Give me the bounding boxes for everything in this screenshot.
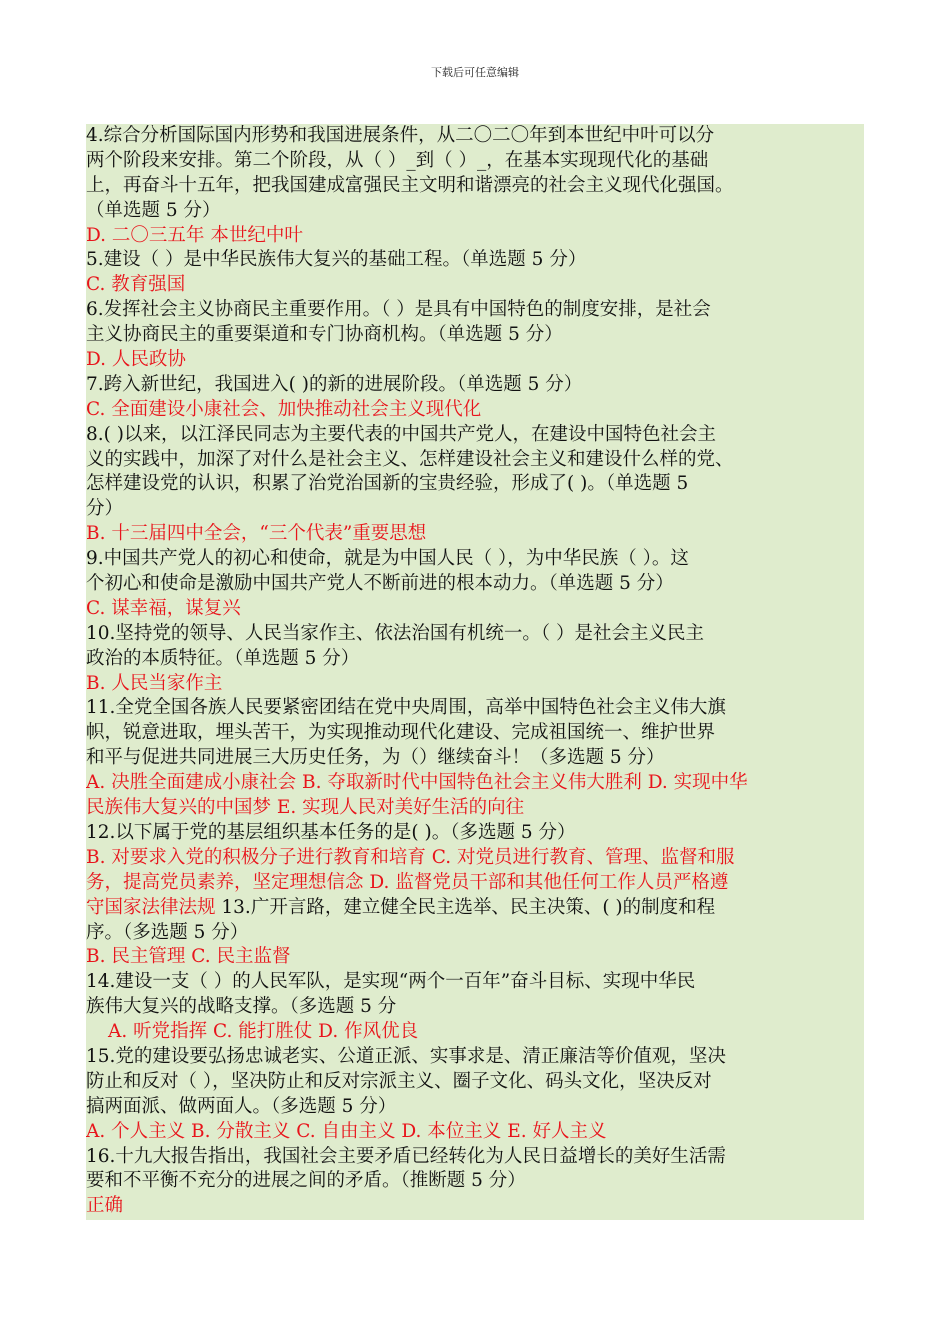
question-line: 两个阶段来安排。第二个阶段，从（ ）_到（ ）_，在基本实现现代化的基础 xyxy=(86,149,709,171)
answer-line: C. 谋幸福，谋复兴 xyxy=(86,597,241,619)
question-line: 族伟大复兴的战略支撑。（多选题 5 分 xyxy=(86,996,397,1018)
question-line: 8.( )以来，以江泽民同志为主要代表的中国共产党人，在建设中国特色社会主 xyxy=(86,423,716,445)
question-line: 14.建设一支（ ）的人民军队，是实现“两个一百年”奋斗目标、实现中华民 xyxy=(86,971,696,993)
answer-line: 正确 xyxy=(86,1195,124,1217)
answer-text: 守国家法律法规 xyxy=(86,896,216,918)
answer-line: 务，提高党员素养，坚定理想信念 D. 监督党员干部和其他任何工作人员严格遵 xyxy=(86,871,729,893)
answer-line: B. 民主管理 C. 民主监督 xyxy=(86,946,291,968)
answer-line: C. 全面建设小康社会、加快推动社会主义现代化 xyxy=(86,398,482,420)
answer-line: D. 二〇三五年 本世纪中叶 xyxy=(86,224,303,246)
question-line: 16.十九大报告指出，我国社会主要矛盾已经转化为人民日益增长的美好生活需 xyxy=(86,1145,726,1167)
question-line: 上，再奋斗十五年，把我国建成富强民主文明和谐漂亮的社会主义现代化强国。 xyxy=(86,174,734,196)
question-line: 5.建设（ ）是中华民族伟大复兴的基础工程。（单选题 5 分） xyxy=(86,249,587,271)
question-line: （单选题 5 分） xyxy=(86,199,221,221)
question-line: 怎样建设党的认识，积累了治党治国新的宝贵经验，形成了( )。（单选题 5 xyxy=(86,473,689,495)
answer-line: B. 十三届四中全会，“三个代表”重要思想 xyxy=(86,523,427,545)
question-line: 4.综合分析国际国内形势和我国进展条件，从二〇二〇年到本世纪中叶可以分 xyxy=(86,125,715,146)
answer-line: A. 听党指挥 C. 能打胜仗 D. 作风优良 xyxy=(108,1021,419,1043)
question-line: 防止和反对（ ），坚决防止和反对宗派主义、圈子文化、码头文化，坚决反对 xyxy=(86,1070,712,1092)
question-line: 帜，锐意进取，埋头苦干，为实现推动现代化建设、完成祖国统一、维护世界 xyxy=(86,722,716,744)
answer-line: A. 个人主义 B. 分散主义 C. 自由主义 D. 本位主义 E. 好人主义 xyxy=(86,1120,607,1142)
question-line: 主义协商民主的重要渠道和专门协商机构。（单选题 5 分） xyxy=(86,324,563,346)
question-line: 10.坚持党的领导、人民当家作主、依法治国有机统一。（ ）是社会主义民主 xyxy=(86,622,705,644)
question-line: 9.中国共产党人的初心和使命，就是为中国人民（ ），为中华民族（ ）。这 xyxy=(86,548,689,570)
answer-line: C. 教育强国 xyxy=(86,274,186,296)
question-line: 义的实践中，加深了对什么是社会主义、怎样建设社会主义和建设什么样的党、 xyxy=(86,448,734,470)
question-line: 序。（多选题 5 分） xyxy=(86,921,249,943)
question-line: 搞两面派、做两面人。（多选题 5 分） xyxy=(86,1095,397,1117)
question-line: 要和不平衡不充分的进展之间的矛盾。（推断题 5 分） xyxy=(86,1170,526,1192)
page-header-note: 下载后可任意编辑 xyxy=(431,66,519,79)
question-answer-block xyxy=(86,124,864,1220)
answer-line: B. 对要求入党的积极分子进行教育和培育 C. 对党员进行教育、管理、监督和服 xyxy=(86,846,735,868)
mixed-answer-question-line xyxy=(86,896,864,921)
answer-line: 民族伟大复兴的中国梦 E. 实现人民对美好生活的向往 xyxy=(86,797,525,819)
question-line: 12.以下属于党的基层组织基本任务的是( )。（多选题 5 分） xyxy=(86,821,576,843)
question-line: 政治的本质特征。（单选题 5 分） xyxy=(86,647,360,669)
answer-line: A. 决胜全面建成小康社会 B. 夺取新时代中国特色社会主义伟大胜利 D. 实现中华 xyxy=(86,772,748,794)
question-text: 13.广开言路，建立健全民主选举、民主决策、( )的制度和程 xyxy=(215,896,716,918)
question-line: 个初心和使命是激励中国共产党人不断前进的根本动力。（单选题 5 分） xyxy=(86,573,674,595)
answer-line: D. 人民政协 xyxy=(86,349,186,371)
answer-line: B. 人民当家作主 xyxy=(86,672,223,694)
question-line: 分） xyxy=(86,498,124,520)
question-line: 和平与促进共同进展三大历史任务，为（）继续奋斗！（多选题 5 分） xyxy=(86,747,665,769)
question-line: 6.发挥社会主义协商民主重要作用。（ ）是具有中国特色的制度安排，是社会 xyxy=(86,299,711,321)
question-line: 7.跨入新世纪，我国进入( )的新的进展阶段。（单选题 5 分） xyxy=(86,373,583,395)
question-line: 15.党的建设要弘扬忠诚老实、公道正派、实事求是、清正廉洁等价值观，坚决 xyxy=(86,1045,726,1067)
question-line: 11.全党全国各族人民要紧密团结在党中央周围，高举中国特色社会主义伟大旗 xyxy=(86,697,726,719)
